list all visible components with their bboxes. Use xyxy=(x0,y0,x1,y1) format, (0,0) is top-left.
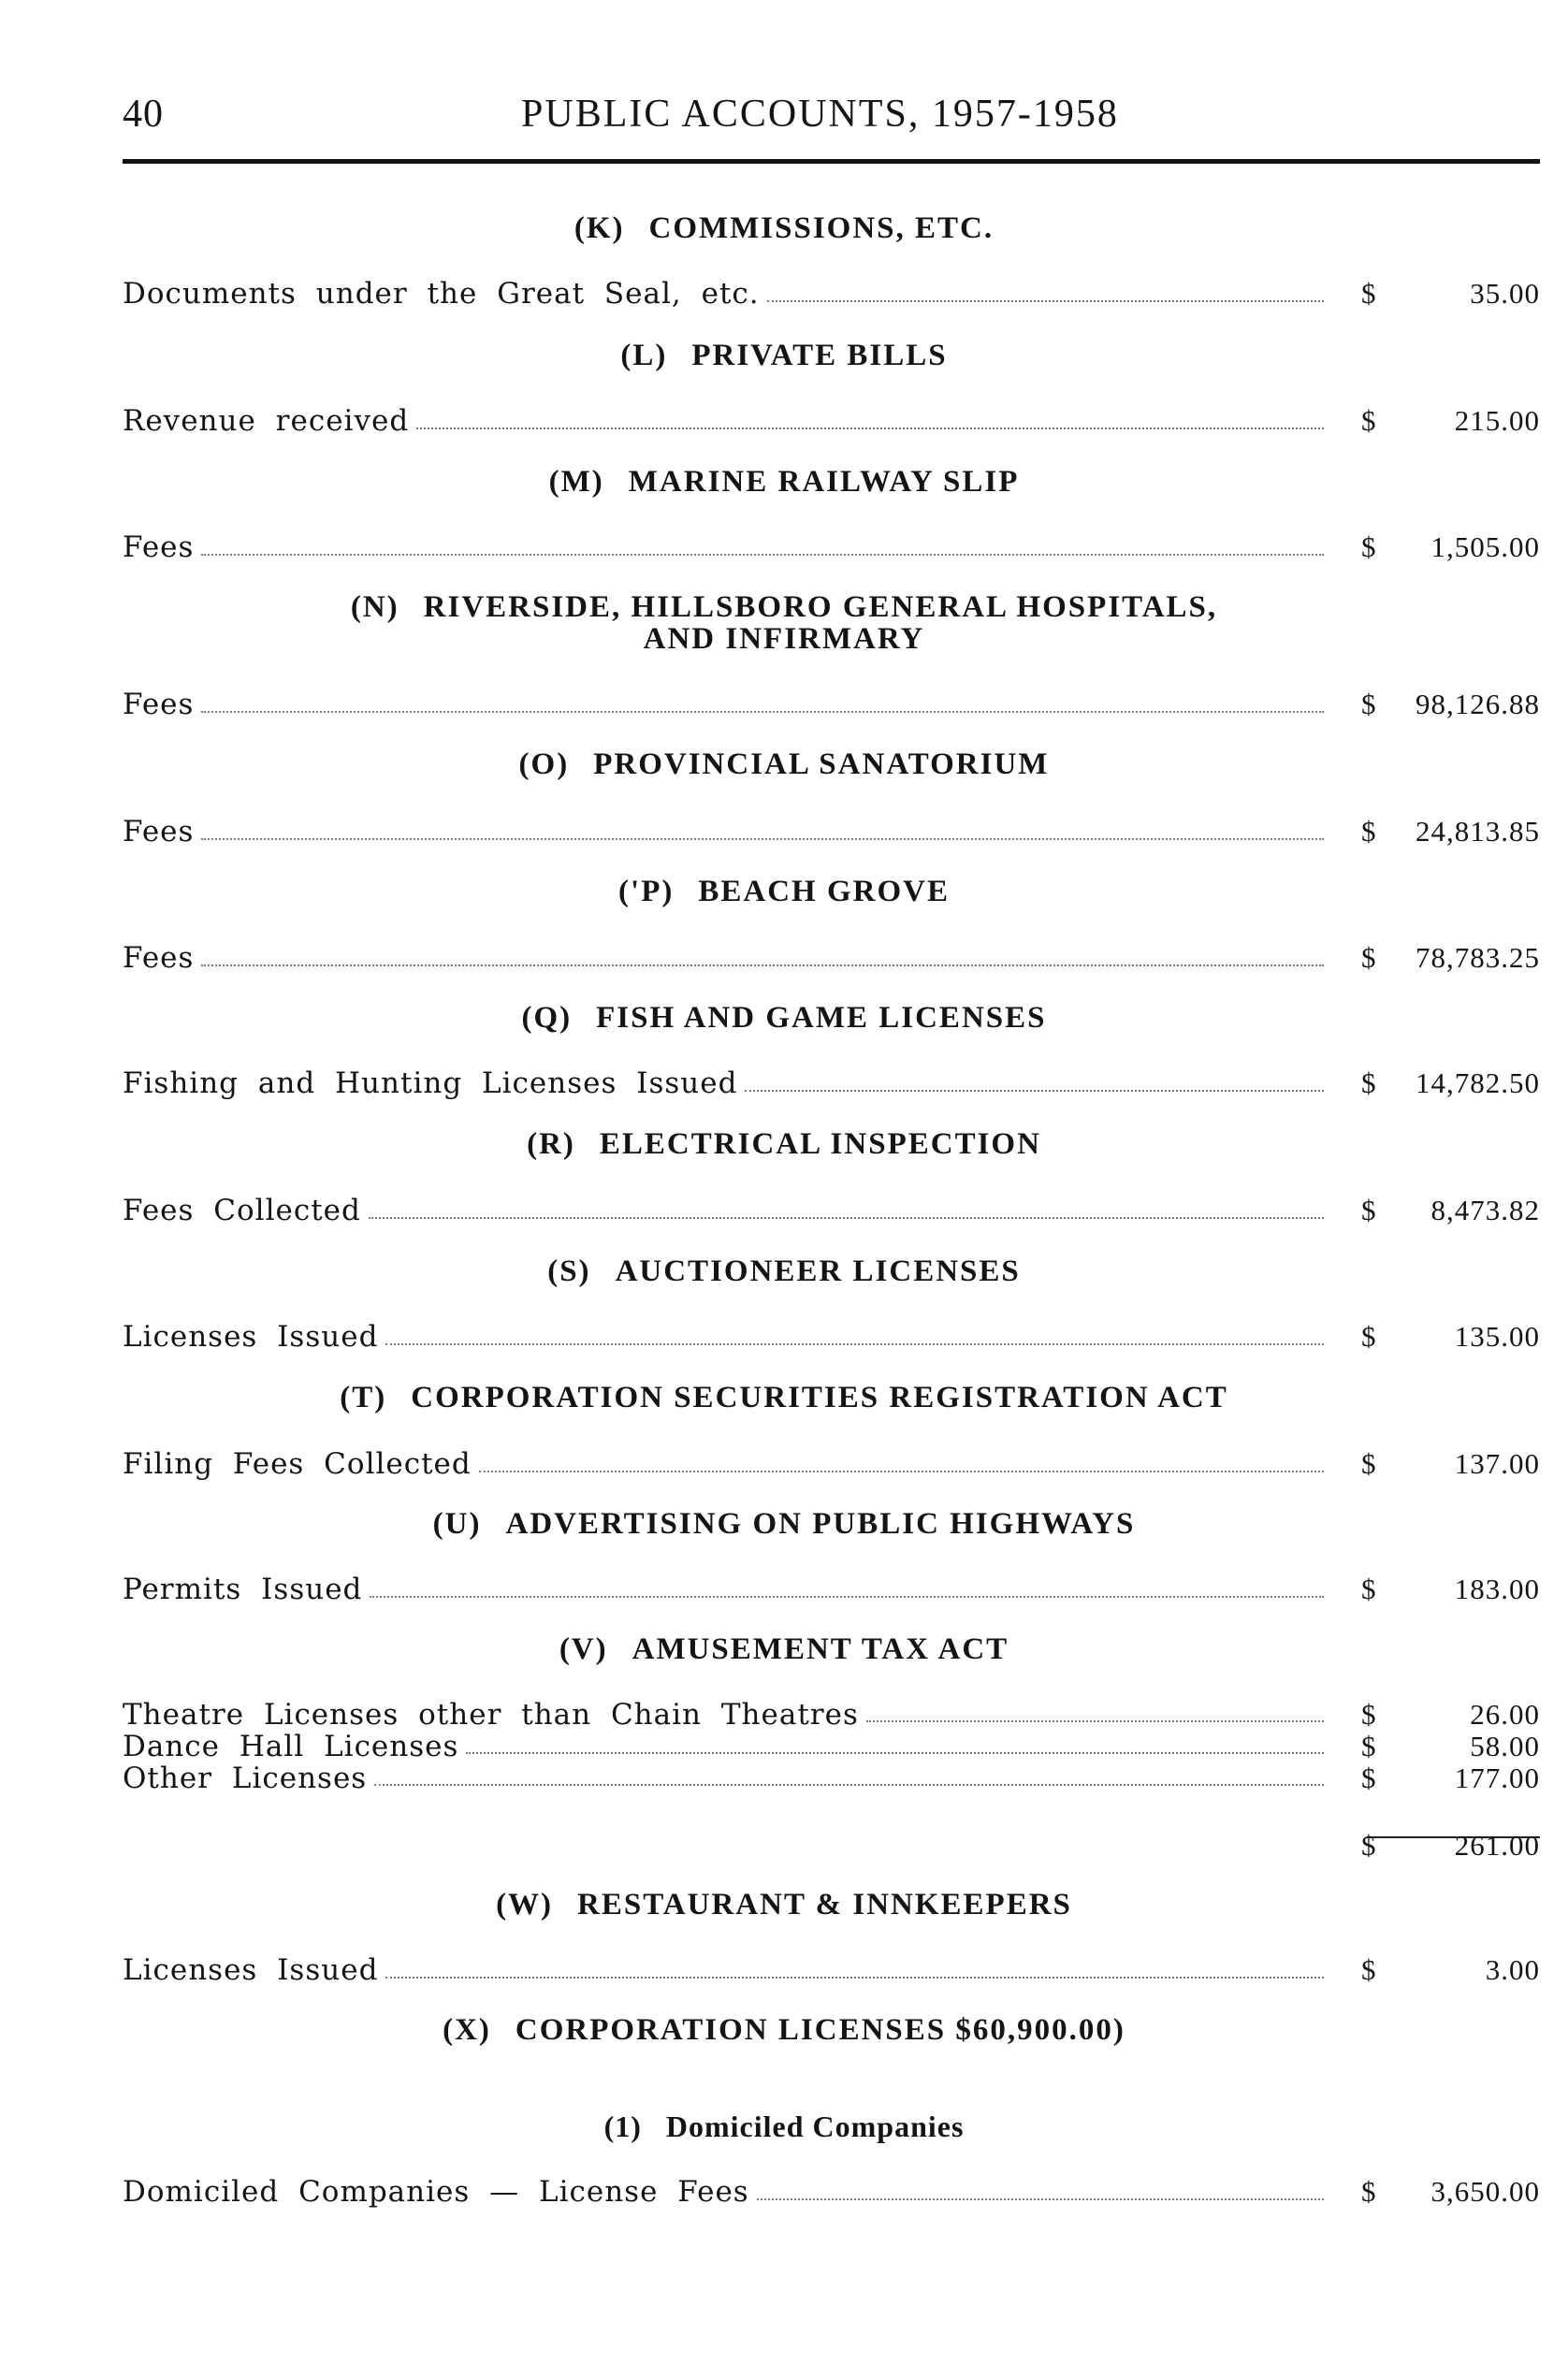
section-code: ('P) xyxy=(618,875,675,908)
section-code: (S) xyxy=(547,1254,591,1288)
line-item xyxy=(123,402,1540,440)
item-label: Fees xyxy=(123,815,195,848)
currency-symbol: $ xyxy=(1361,688,1377,720)
section-heading-r xyxy=(0,1127,1568,1161)
currency-symbol: $ xyxy=(1361,1447,1377,1480)
item-label: Permits Issued xyxy=(123,1573,363,1606)
subsection-heading-1 xyxy=(0,2110,1568,2143)
section-heading-x xyxy=(0,2013,1568,2047)
section-heading-w xyxy=(0,1888,1568,1921)
header-rule xyxy=(123,159,1540,164)
section-code: (X) xyxy=(443,2013,491,2047)
line-item xyxy=(123,939,1540,977)
dot-leader xyxy=(374,1762,1324,1786)
section-heading-k xyxy=(0,211,1568,245)
dot-leader xyxy=(479,1445,1324,1472)
section-title: BEACH GROVE xyxy=(698,875,950,908)
currency-symbol: $ xyxy=(1361,1762,1377,1794)
item-label: Other Licenses xyxy=(123,1762,368,1794)
section-heading-u xyxy=(0,1507,1568,1541)
line-item xyxy=(123,1762,1540,1794)
section-title: FISH AND GAME LICENSES xyxy=(596,1001,1047,1035)
page-number: 40 xyxy=(123,93,164,136)
currency-symbol: $ xyxy=(1361,1829,1377,1862)
currency-symbol: $ xyxy=(1361,1066,1377,1099)
currency-symbol: $ xyxy=(1361,941,1377,974)
section-heading-s xyxy=(0,1254,1568,1288)
section-heading-o xyxy=(0,747,1568,781)
dot-leader xyxy=(201,686,1324,713)
item-amount: 26.00 xyxy=(1470,1698,1540,1731)
currency-symbol: $ xyxy=(1361,1194,1377,1226)
dot-leader xyxy=(385,1951,1324,1979)
currency-symbol: $ xyxy=(1361,1953,1377,1986)
dot-leader xyxy=(745,1065,1324,1092)
section-heading-m xyxy=(0,465,1568,499)
item-amount: 177.00 xyxy=(1454,1762,1540,1794)
item-amount: 8,473.82 xyxy=(1430,1194,1540,1226)
currency-symbol: $ xyxy=(1361,815,1377,848)
subsection-code: (1) xyxy=(603,2110,642,2143)
section-heading-n-line2 xyxy=(0,622,1568,656)
line-item xyxy=(123,529,1540,566)
section-code: (R) xyxy=(527,1127,575,1161)
line-item xyxy=(123,1571,1540,1608)
dot-leader xyxy=(201,529,1324,556)
section-title: COMMISSIONS, ETC. xyxy=(648,211,995,245)
section-title-continued: AND INFIRMARY xyxy=(643,622,925,656)
item-label: Fees xyxy=(123,530,195,564)
section-title: PRIVATE BILLS xyxy=(691,339,948,372)
line-item xyxy=(123,275,1540,312)
item-label: Documents under the Great Seal, etc. xyxy=(123,277,760,311)
item-amount: 135.00 xyxy=(1454,1320,1540,1353)
section-title: PROVINCIAL SANATORIUM xyxy=(593,747,1050,781)
section-heading-t xyxy=(0,1381,1568,1414)
section-code: (O) xyxy=(518,747,570,781)
item-label: Fishing and Hunting Licenses Issued xyxy=(123,1066,738,1100)
dot-leader xyxy=(370,1571,1324,1598)
section-code: (W) xyxy=(496,1888,554,1921)
currency-symbol: $ xyxy=(1361,530,1377,563)
item-amount: 1,505.00 xyxy=(1430,530,1540,563)
dot-leader xyxy=(201,939,1324,966)
item-label: Licenses Issued xyxy=(123,1320,379,1354)
item-amount: 183.00 xyxy=(1454,1573,1540,1605)
item-amount: 58.00 xyxy=(1470,1730,1540,1762)
dot-leader xyxy=(866,1699,1324,1722)
section-code: (M) xyxy=(548,465,604,499)
line-item xyxy=(123,686,1540,723)
page-header xyxy=(123,92,1540,148)
dot-leader xyxy=(385,1318,1324,1345)
item-label: Fees xyxy=(123,941,195,975)
currency-symbol: $ xyxy=(1361,1698,1377,1731)
section-heading-p xyxy=(0,875,1568,908)
section-title: RIVERSIDE, HILLSBORO GENERAL HOSPITALS, xyxy=(423,590,1218,624)
section-code: (V) xyxy=(559,1632,608,1666)
item-amount: 215.00 xyxy=(1454,404,1540,437)
item-label: Dance Hall Licenses xyxy=(123,1731,459,1762)
item-amount: 35.00 xyxy=(1470,277,1540,310)
section-title: AUCTIONEER LICENSES xyxy=(615,1254,1021,1288)
item-label: Fees xyxy=(123,688,195,721)
section-title: MARINE RAILWAY SLIP xyxy=(628,465,1020,499)
section-total xyxy=(123,1827,1540,1864)
item-label: Licenses Issued xyxy=(123,1953,379,1987)
section-heading-l xyxy=(0,339,1568,372)
currency-symbol: $ xyxy=(1361,2175,1377,2208)
item-amount: 78,783.25 xyxy=(1416,941,1540,974)
section-code: (K) xyxy=(573,211,625,245)
section-title: CORPORATION LICENSES $60,900.00) xyxy=(515,2013,1125,2047)
section-code: (Q) xyxy=(521,1001,573,1035)
line-item xyxy=(123,1731,1540,1762)
item-amount: 24,813.85 xyxy=(1416,815,1540,848)
line-item xyxy=(123,1318,1540,1356)
line-item xyxy=(123,1065,1540,1102)
section-code: (N) xyxy=(350,590,399,624)
dot-leader xyxy=(757,2173,1324,2200)
item-label: Revenue received xyxy=(123,404,410,438)
dot-leader xyxy=(416,402,1324,429)
currency-symbol: $ xyxy=(1361,1573,1377,1605)
dot-leader xyxy=(201,813,1324,840)
currency-symbol: $ xyxy=(1361,404,1377,437)
section-title: ADVERTISING ON PUBLIC HIGHWAYS xyxy=(505,1507,1136,1541)
section-title: AMUSEMENT TAX ACT xyxy=(632,1632,1009,1666)
item-label: Theatre Licenses other than Chain Theatres xyxy=(123,1699,859,1731)
dot-leader xyxy=(466,1731,1324,1754)
section-code: (L) xyxy=(620,339,668,372)
item-amount: 98,126.88 xyxy=(1416,688,1540,720)
item-label: Domiciled Companies — License Fees xyxy=(123,2175,749,2209)
section-title: CORPORATION SECURITIES REGISTRATION ACT xyxy=(411,1381,1228,1414)
section-code: (U) xyxy=(432,1507,482,1541)
line-item xyxy=(123,2173,1540,2211)
section-heading-q xyxy=(0,1001,1568,1035)
item-amount: 137.00 xyxy=(1454,1447,1540,1480)
total-amount: 261.00 xyxy=(1454,1829,1540,1862)
dot-leader xyxy=(767,275,1324,302)
line-item xyxy=(123,813,1540,850)
line-item xyxy=(123,1445,1540,1483)
section-title: ELECTRICAL INSPECTION xyxy=(599,1127,1041,1161)
dot-leader xyxy=(369,1192,1324,1219)
line-item xyxy=(123,1192,1540,1229)
page-title: PUBLIC ACCOUNTS, 1957-1958 xyxy=(521,93,1119,136)
section-heading-v xyxy=(0,1632,1568,1666)
section-code: (T) xyxy=(340,1381,387,1414)
section-title: RESTAURANT & INNKEEPERS xyxy=(577,1888,1072,1921)
currency-symbol: $ xyxy=(1361,1730,1377,1762)
item-amount: 3,650.00 xyxy=(1430,2175,1540,2208)
item-label: Filing Fees Collected xyxy=(123,1447,472,1481)
item-label: Fees Collected xyxy=(123,1194,361,1227)
line-item xyxy=(123,1699,1540,1731)
line-item xyxy=(123,1951,1540,1989)
section-heading-n xyxy=(0,590,1568,624)
subsection-title: Domiciled Companies xyxy=(665,2110,965,2143)
currency-symbol: $ xyxy=(1361,1320,1377,1353)
item-amount: 14,782.50 xyxy=(1416,1066,1540,1099)
currency-symbol: $ xyxy=(1361,277,1377,310)
item-amount: 3.00 xyxy=(1485,1953,1540,1986)
